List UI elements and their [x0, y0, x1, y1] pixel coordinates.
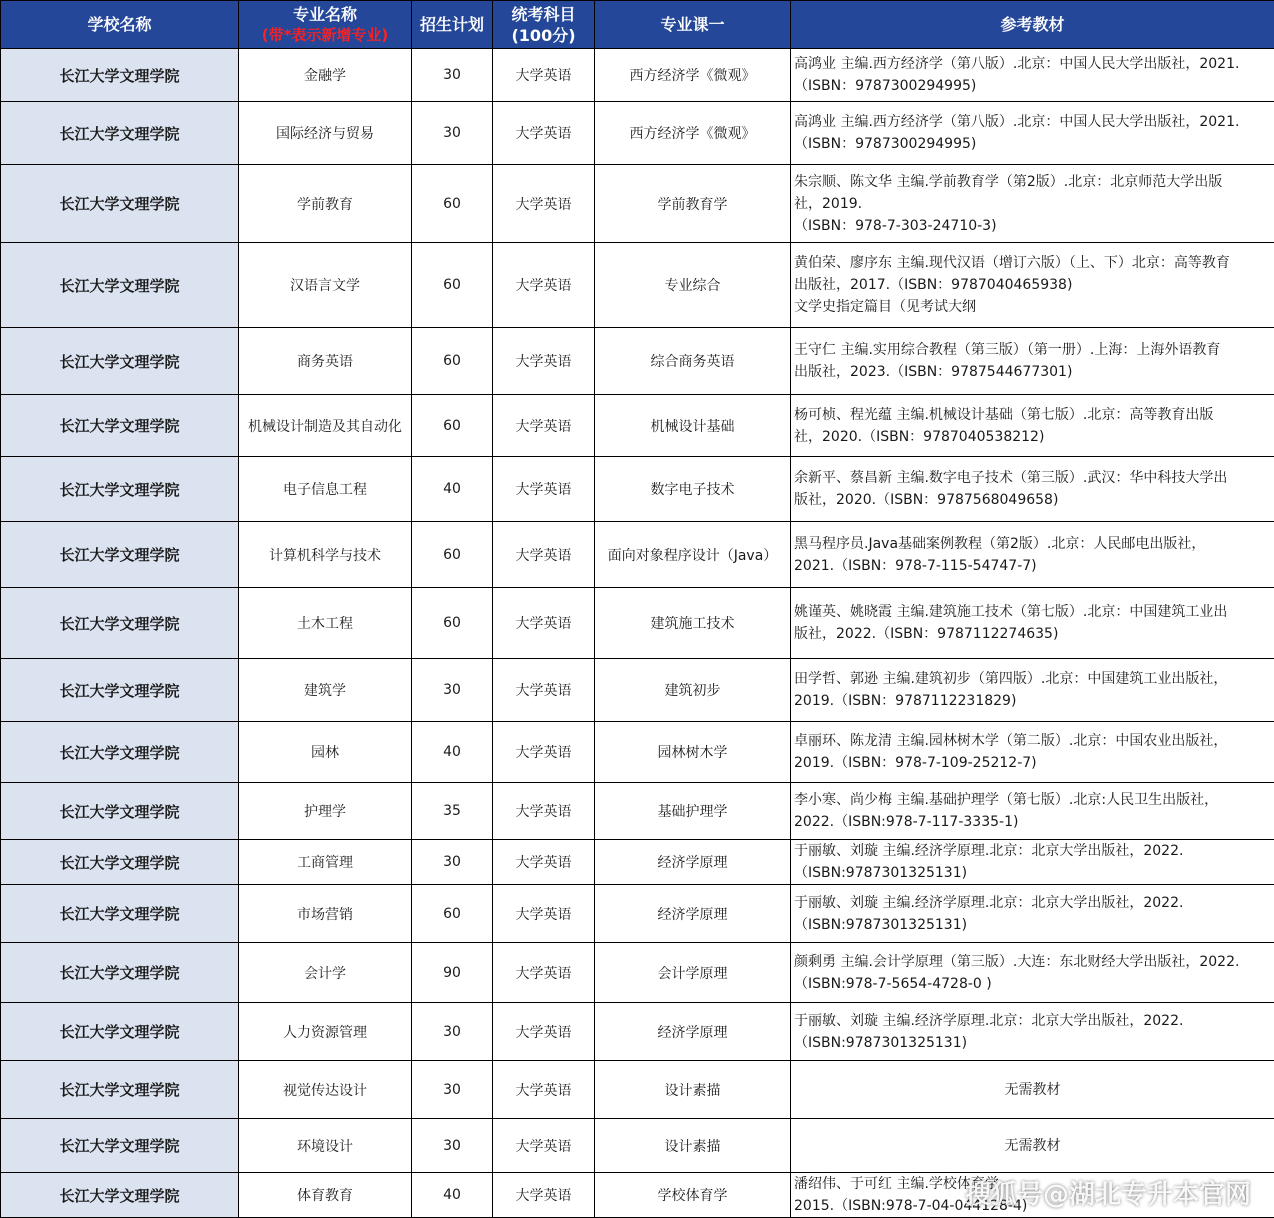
reference-line: 于丽敏、刘璇 主编.经济学原理.北京：北京大学出版社，2022.: [794, 1010, 1271, 1032]
major-cell: 工商管理: [239, 840, 412, 885]
table-row: [1, 1003, 1274, 1061]
reference-cell: [791, 395, 1274, 457]
reference-line: 2022.（ISBN:978-7-117-3335-1): [794, 811, 1271, 833]
major-cell: 护理学: [239, 783, 412, 840]
plan-cell: 60: [412, 522, 493, 588]
reference-cell: [791, 659, 1274, 722]
major-cell: 国际经济与贸易: [239, 102, 412, 165]
school-cell: 长江大学文理学院: [1, 165, 239, 243]
reference-line: 社，2020.（ISBN：9787040538212): [794, 426, 1271, 448]
reference-line: 田学哲、郭逊 主编.建筑初步（第四版）.北京：中国建筑工业出版社，: [794, 668, 1271, 690]
reference-cell: [791, 722, 1274, 783]
reference-line: 社，2019.: [794, 193, 1271, 215]
reference-line: 2021.（ISBN：978-7-115-54747-7): [794, 555, 1271, 577]
header-ref: 参考教材: [791, 1, 1274, 49]
school-cell: 长江大学文理学院: [1, 588, 239, 659]
reference-cell: [791, 102, 1274, 165]
school-cell: 长江大学文理学院: [1, 943, 239, 1003]
reference-line: （ISBN:9787301325131): [794, 862, 1271, 884]
reference-cell: [791, 457, 1274, 522]
header-major-label: 专业名称: [242, 4, 408, 25]
reference-line: 无需教材: [794, 1079, 1271, 1101]
plan-cell: 30: [412, 102, 493, 165]
school-cell: 长江大学文理学院: [1, 840, 239, 885]
plan-cell: 60: [412, 588, 493, 659]
exam-cell: 大学英语: [493, 1061, 595, 1119]
course-cell: 西方经济学《微观》: [595, 102, 791, 165]
reference-line: 颜剩勇 主编.会计学原理（第三版）.大连：东北财经大学出版社，2022.: [794, 951, 1271, 973]
reference-line: （ISBN：978-7-303-24710-3): [794, 215, 1271, 237]
school-cell: 长江大学文理学院: [1, 395, 239, 457]
reference-line: 李小寒、尚少梅 主编.基础护理学（第七版）.北京:人民卫生出版社，: [794, 789, 1271, 811]
exam-cell: 大学英语: [493, 840, 595, 885]
table-row: [1, 102, 1274, 165]
plan-cell: 30: [412, 49, 493, 102]
header-exam-label: 统考科目: [496, 4, 591, 25]
school-cell: 长江大学文理学院: [1, 659, 239, 722]
reference-line: 黑马程序员.Java基础案例教程（第2版）.北京：人民邮电出版社，: [794, 533, 1271, 555]
reference-cell: [791, 783, 1274, 840]
reference-line: 出版社，2023.（ISBN：9787544677301): [794, 361, 1271, 383]
plan-cell: 35: [412, 783, 493, 840]
major-cell: 人力资源管理: [239, 1003, 412, 1061]
plan-cell: 60: [412, 165, 493, 243]
table-row: [1, 885, 1274, 943]
school-cell: 长江大学文理学院: [1, 328, 239, 395]
plan-cell: 30: [412, 659, 493, 722]
major-cell: 土木工程: [239, 588, 412, 659]
major-cell: 汉语言文学: [239, 243, 412, 328]
reference-cell: [791, 1061, 1274, 1119]
exam-cell: 大学英语: [493, 588, 595, 659]
reference-line: 杨可桢、程光蕴 主编.机械设计基础（第七版）.北京：高等教育出版: [794, 404, 1271, 426]
table-row: [1, 49, 1274, 102]
course-cell: 建筑初步: [595, 659, 791, 722]
reference-cell: [791, 885, 1274, 943]
header-major-note: (带*表示新增专业): [242, 25, 408, 46]
major-cell: 环境设计: [239, 1119, 412, 1173]
school-cell: 长江大学文理学院: [1, 722, 239, 783]
course-cell: 设计素描: [595, 1119, 791, 1173]
table-row: [1, 659, 1274, 722]
plan-cell: 40: [412, 1173, 493, 1218]
reference-cell: [791, 943, 1274, 1003]
table-row: [1, 1119, 1274, 1173]
header-exam-score: (100分): [496, 25, 591, 46]
exam-cell: 大学英语: [493, 885, 595, 943]
major-cell: 金融学: [239, 49, 412, 102]
exam-cell: 大学英语: [493, 783, 595, 840]
school-cell: 长江大学文理学院: [1, 102, 239, 165]
course-cell: 基础护理学: [595, 783, 791, 840]
plan-cell: 40: [412, 457, 493, 522]
school-cell: 长江大学文理学院: [1, 885, 239, 943]
reference-line: 版社，2020.（ISBN：9787568049658): [794, 489, 1271, 511]
table-row: [1, 243, 1274, 328]
course-cell: 数字电子技术: [595, 457, 791, 522]
header-school: 学校名称: [1, 1, 239, 49]
plan-cell: 60: [412, 243, 493, 328]
school-cell: 长江大学文理学院: [1, 1003, 239, 1061]
major-cell: 市场营销: [239, 885, 412, 943]
table-row: [1, 1061, 1274, 1119]
reference-line: （ISBN:978-7-5654-4728-0 ): [794, 973, 1271, 995]
reference-line: 高鸿业 主编.西方经济学（第八版）.北京：中国人民大学出版社，2021.: [794, 53, 1271, 75]
table-row: [1, 165, 1274, 243]
major-cell: 电子信息工程: [239, 457, 412, 522]
exam-cell: 大学英语: [493, 328, 595, 395]
reference-line: 姚谨英、姚晓霞 主编.建筑施工技术（第七版）.北京：中国建筑工业出: [794, 601, 1271, 623]
reference-cell: [791, 588, 1274, 659]
course-cell: 经济学原理: [595, 1003, 791, 1061]
table-row: [1, 395, 1274, 457]
reference-line: 余新平、蔡昌新 主编.数字电子技术（第三版）.武汉：华中科技大学出: [794, 467, 1271, 489]
table-row: [1, 522, 1274, 588]
reference-line: （ISBN：9787300294995): [794, 133, 1271, 155]
school-cell: 长江大学文理学院: [1, 783, 239, 840]
reference-cell: [791, 522, 1274, 588]
reference-line: （ISBN:9787301325131): [794, 914, 1271, 936]
reference-line: 2019.（ISBN：9787112231829): [794, 690, 1271, 712]
major-cell: 会计学: [239, 943, 412, 1003]
reference-line: 于丽敏、刘璇 主编.经济学原理.北京：北京大学出版社，2022.: [794, 840, 1271, 862]
reference-line: 版社，2022.（ISBN：9787112274635): [794, 623, 1271, 645]
school-cell: 长江大学文理学院: [1, 457, 239, 522]
exam-cell: 大学英语: [493, 102, 595, 165]
exam-cell: 大学英语: [493, 1119, 595, 1173]
table-row: [1, 328, 1274, 395]
course-cell: 建筑施工技术: [595, 588, 791, 659]
table-row: [1, 588, 1274, 659]
table-row: [1, 722, 1274, 783]
major-cell: 商务英语: [239, 328, 412, 395]
table-row: [1, 783, 1274, 840]
school-cell: 长江大学文理学院: [1, 243, 239, 328]
course-cell: 学前教育学: [595, 165, 791, 243]
exam-cell: 大学英语: [493, 943, 595, 1003]
plan-cell: 30: [412, 1003, 493, 1061]
course-cell: 机械设计基础: [595, 395, 791, 457]
reference-cell: [791, 49, 1274, 102]
exam-cell: 大学英语: [493, 395, 595, 457]
plan-cell: 30: [412, 1061, 493, 1119]
reference-line: 于丽敏、刘璇 主编.经济学原理.北京：北京大学出版社，2022.: [794, 892, 1271, 914]
reference-cell: [791, 165, 1274, 243]
plan-cell: 30: [412, 1119, 493, 1173]
plan-cell: 60: [412, 885, 493, 943]
major-cell: 体育教育: [239, 1173, 412, 1218]
table-row: [1, 943, 1274, 1003]
school-cell: 长江大学文理学院: [1, 522, 239, 588]
reference-line: 文学史指定篇目（见考试大纲: [794, 296, 1271, 318]
header-row: [1, 1, 1274, 49]
exam-cell: 大学英语: [493, 722, 595, 783]
course-cell: 综合商务英语: [595, 328, 791, 395]
major-cell: 园林: [239, 722, 412, 783]
school-cell: 长江大学文理学院: [1, 1061, 239, 1119]
reference-cell: [791, 840, 1274, 885]
reference-cell: [791, 328, 1274, 395]
reference-line: （ISBN:9787301325131): [794, 1032, 1271, 1054]
reference-line: 2019.（ISBN：978-7-109-25212-7): [794, 752, 1271, 774]
plan-cell: 60: [412, 328, 493, 395]
table-row: [1, 457, 1274, 522]
reference-line: 朱宗顺、陈文华 主编.学前教育学（第2版）.北京：北京师范大学出版: [794, 171, 1271, 193]
header-major: [239, 1, 412, 49]
course-cell: 经济学原理: [595, 840, 791, 885]
reference-line: 黄伯荣、廖序东 主编.现代汉语（增订六版）（上、下）北京：高等教育: [794, 252, 1271, 274]
school-cell: 长江大学文理学院: [1, 1119, 239, 1173]
exam-cell: 大学英语: [493, 49, 595, 102]
exam-cell: 大学英语: [493, 659, 595, 722]
exam-cell: 大学英语: [493, 457, 595, 522]
course-cell: 西方经济学《微观》: [595, 49, 791, 102]
exam-cell: 大学英语: [493, 243, 595, 328]
exam-cell: 大学英语: [493, 165, 595, 243]
plan-cell: 60: [412, 395, 493, 457]
reference-cell: [791, 243, 1274, 328]
course-cell: 经济学原理: [595, 885, 791, 943]
reference-line: 卓丽环、陈龙清 主编.园林树木学（第二版）.北京：中国农业出版社，: [794, 730, 1271, 752]
course-cell: 学校体育学: [595, 1173, 791, 1218]
major-cell: 机械设计制造及其自动化: [239, 395, 412, 457]
major-cell: 学前教育: [239, 165, 412, 243]
course-cell: 专业综合: [595, 243, 791, 328]
reference-line: 出版社，2017.（ISBN：9787040465938): [794, 274, 1271, 296]
exam-cell: 大学英语: [493, 1173, 595, 1218]
reference-line: 潘绍伟、于可红 主编.学校体育学: [794, 1173, 1271, 1195]
major-cell: 建筑学: [239, 659, 412, 722]
reference-cell: [791, 1119, 1274, 1173]
major-cell: 计算机科学与技术: [239, 522, 412, 588]
reference-line: （ISBN：9787300294995): [794, 75, 1271, 97]
major-cell: 视觉传达设计: [239, 1061, 412, 1119]
reference-cell: [791, 1003, 1274, 1061]
reference-line: 2015.（ISBN:978-7-04-044128-4): [794, 1195, 1271, 1217]
header-course: 专业课一: [595, 1, 791, 49]
watermark: 搜狐号@湖北专升本官网: [965, 1174, 1251, 1211]
plan-cell: 30: [412, 840, 493, 885]
plan-cell: 90: [412, 943, 493, 1003]
reference-line: 高鸿业 主编.西方经济学（第八版）.北京：中国人民大学出版社，2021.: [794, 111, 1271, 133]
course-cell: 会计学原理: [595, 943, 791, 1003]
plan-cell: 40: [412, 722, 493, 783]
school-cell: 长江大学文理学院: [1, 1173, 239, 1218]
course-cell: 设计素描: [595, 1061, 791, 1119]
exam-cell: 大学英语: [493, 1003, 595, 1061]
header-exam: [493, 1, 595, 49]
school-cell: 长江大学文理学院: [1, 49, 239, 102]
header-plan: 招生计划: [412, 1, 493, 49]
table-row: [1, 840, 1274, 885]
reference-line: 王守仁 主编.实用综合教程（第三版）（第一册）.上海：上海外语教育: [794, 339, 1271, 361]
exam-cell: 大学英语: [493, 522, 595, 588]
reference-line: 无需教材: [794, 1135, 1271, 1157]
course-cell: 面向对象程序设计（Java）: [595, 522, 791, 588]
course-cell: 园林树木学: [595, 722, 791, 783]
